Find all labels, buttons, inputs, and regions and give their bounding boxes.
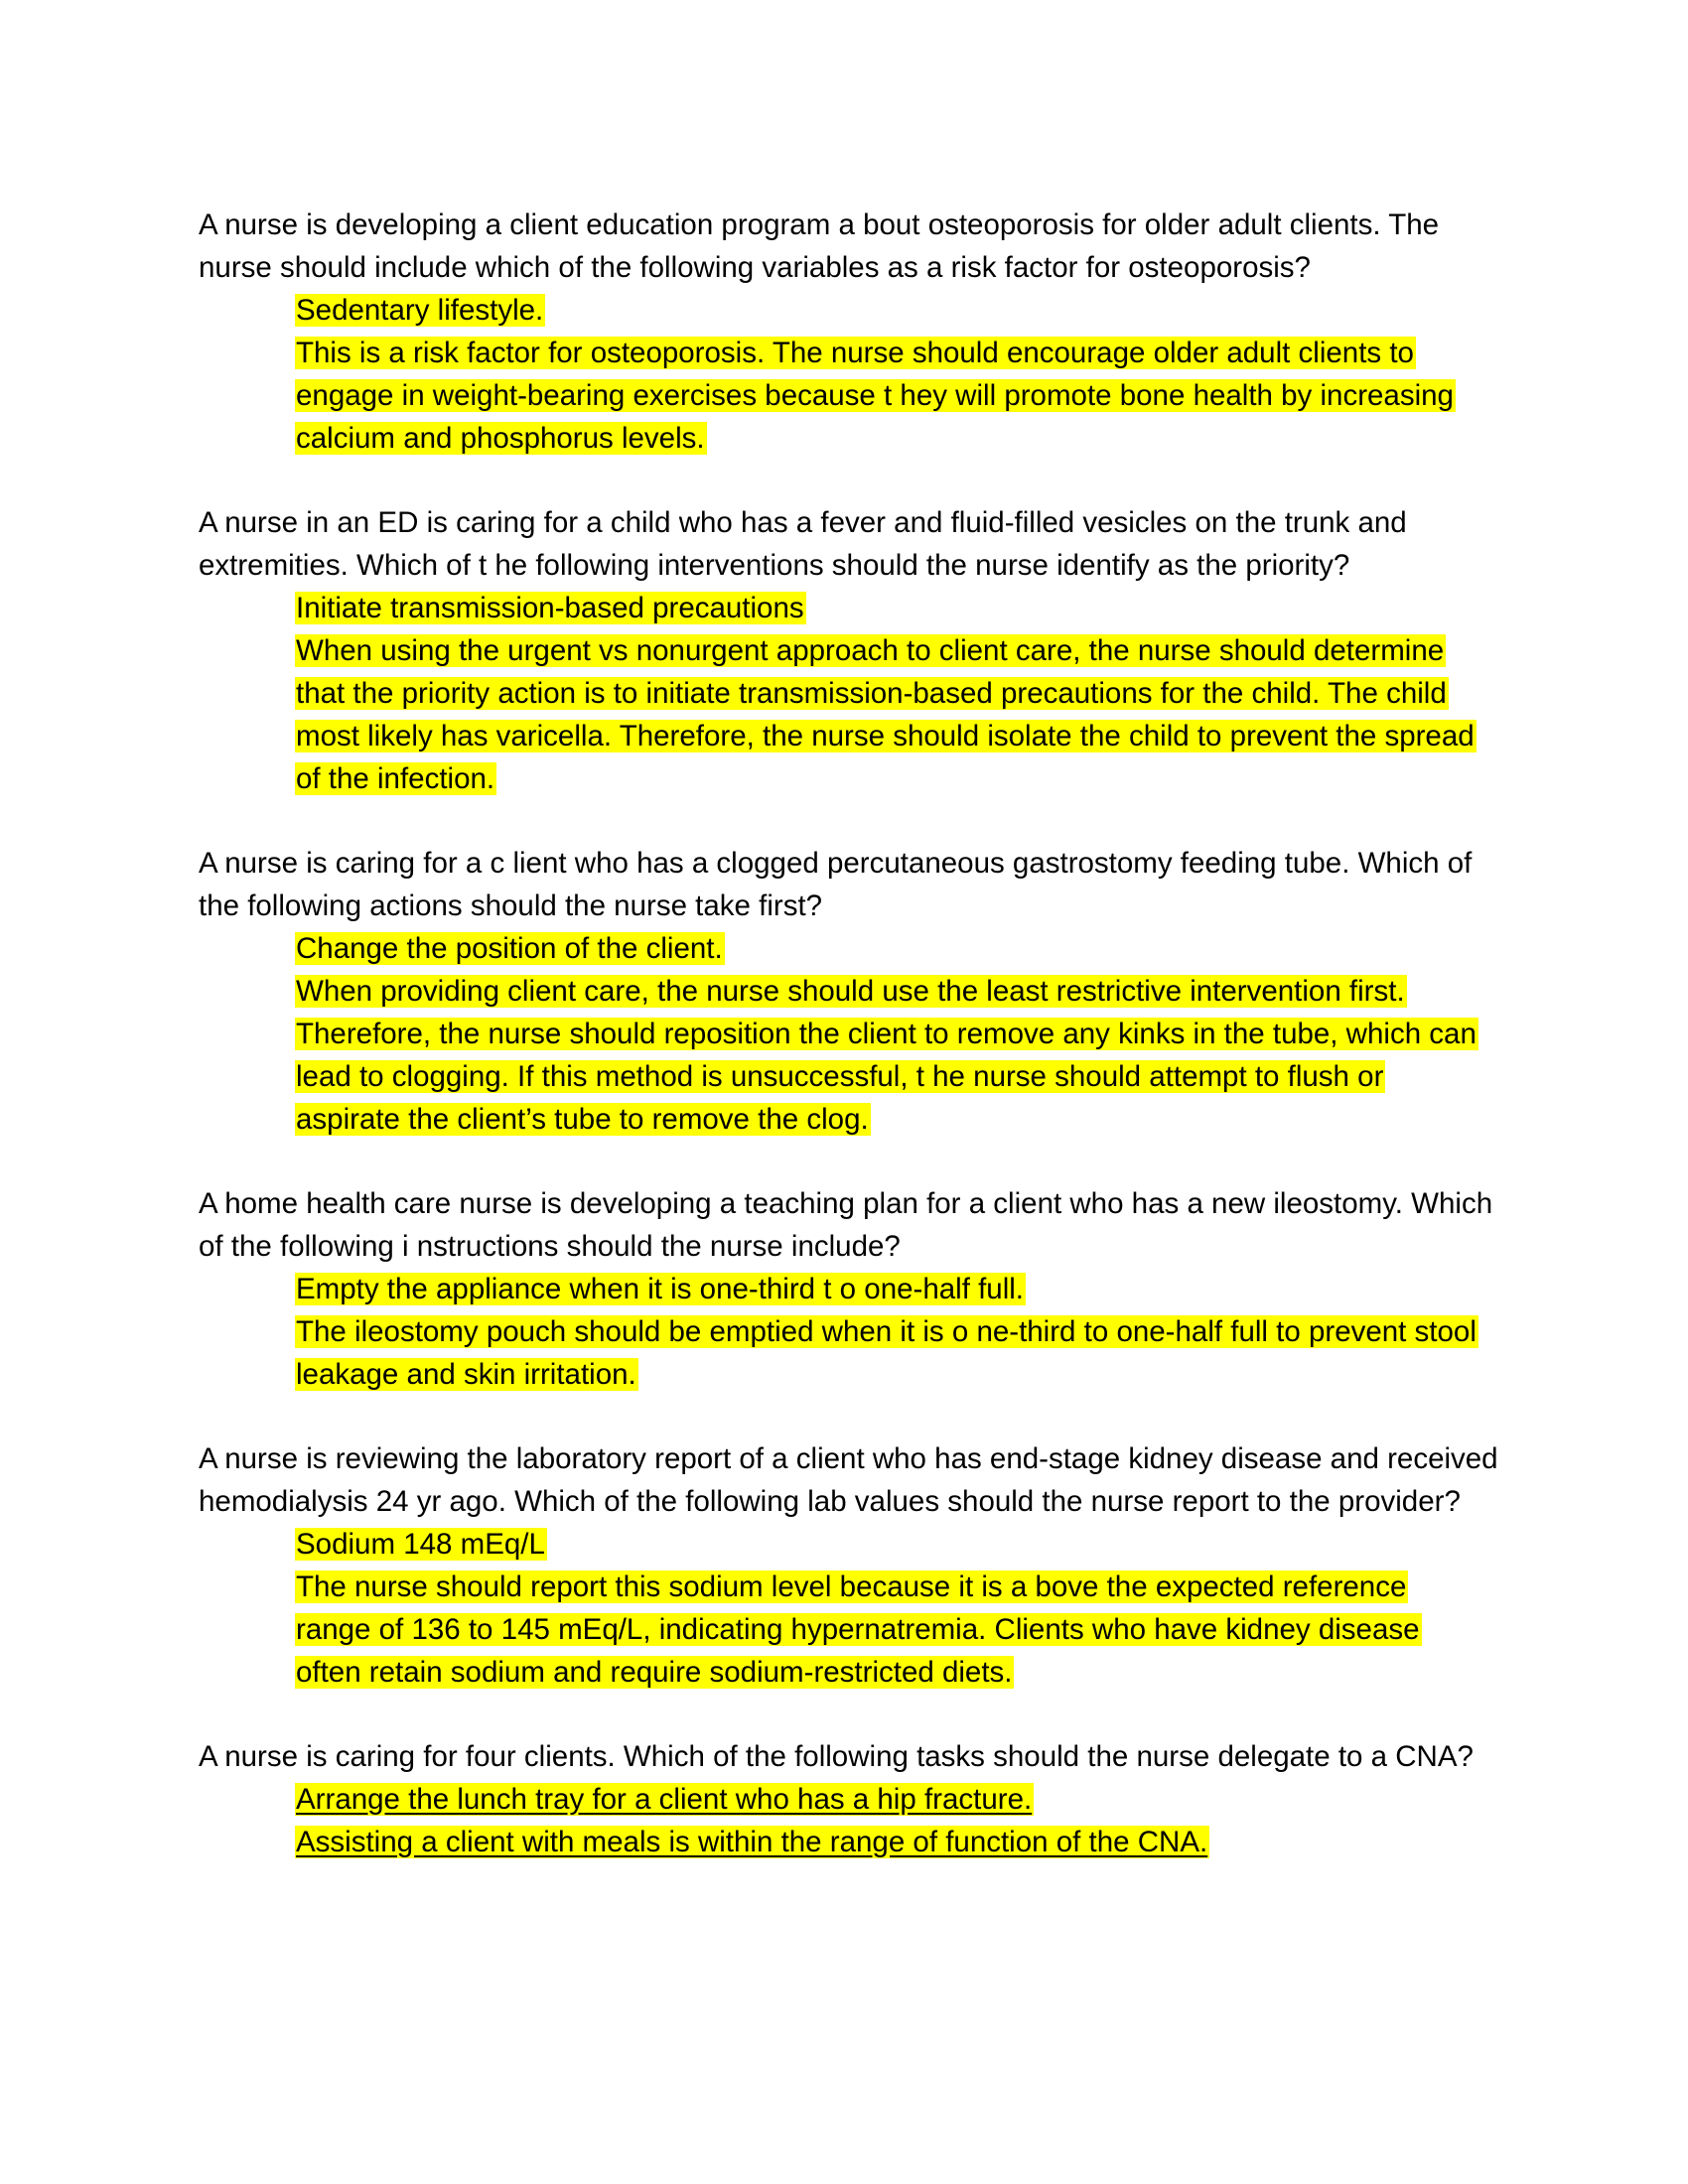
rationale-text: When providing client care, the nurse should use the least restrictive intervention first. Therefore, the nurse should reposition the client to remove any kinks in the tube, which can lead to clogging. If this method is unsuccessful, t he nurse should attempt to flush or aspirate the client’s tube to remove the clog. bbox=[296, 975, 1477, 1136]
answer-block bbox=[295, 927, 1486, 1141]
answer-text: Change the position of the client. bbox=[296, 932, 723, 965]
answer-block bbox=[295, 1778, 1486, 1863]
question-text: A home health care nurse is developing a teaching plan for a client who has a new ileostomy. Which of the following i nstructions should the nurse include? bbox=[199, 1187, 1493, 1263]
answer-block bbox=[295, 289, 1486, 460]
question-item bbox=[199, 1182, 1499, 1396]
rationale-text: When using the urgent vs nonurgent approach to client care, the nurse should determine that the priority action is to initiate transmission-based precautions for the child. The child most likely has varicella. Therefore, the nurse should isolate the child to prevent the spread of the infection. bbox=[296, 634, 1475, 795]
rationale-text: The ileostomy pouch should be emptied when it is o ne-third to one-half full to prevent stool leakage and skin irritation. bbox=[296, 1315, 1477, 1391]
question-item bbox=[199, 842, 1499, 1141]
answer-text: Initiate transmission-based precautions bbox=[296, 592, 804, 624]
question-text: A nurse is caring for four clients. Which of the following tasks should the nurse delegate to a CNA? bbox=[199, 1740, 1474, 1773]
answer-block bbox=[295, 1268, 1486, 1396]
answer-text: Empty the appliance when it is one-third t o one-half full. bbox=[296, 1273, 1024, 1305]
answer-text: Arrange the lunch tray for a client who has a hip fracture. bbox=[296, 1783, 1033, 1816]
question-item bbox=[199, 1437, 1499, 1694]
answer-block bbox=[295, 587, 1486, 800]
answer-text: Sedentary lifestyle. bbox=[296, 294, 544, 327]
answer-text: Sodium 148 mEq/L bbox=[296, 1528, 545, 1561]
question-text: A nurse in an ED is caring for a child who has a fever and fluid-filled vesicles on the trunk and extremities. Which of t he following interventions should the nurse identify as the priority? bbox=[199, 506, 1407, 582]
rationale-text: Assisting a client with meals is within the range of function of the CNA. bbox=[296, 1826, 1208, 1858]
question-item bbox=[199, 1735, 1499, 1863]
answer-block bbox=[295, 1523, 1486, 1694]
question-item bbox=[199, 501, 1499, 800]
rationale-text: The nurse should report this sodium level because it is a bove the expected reference range of 136 to 145 mEq/L, indicating hypernatremia. Clients who have kidney disease often retain sodium and require sodium-restricted diets. bbox=[296, 1570, 1420, 1689]
question-item bbox=[199, 204, 1499, 460]
document-content bbox=[199, 204, 1499, 1905]
rationale-text: This is a risk factor for osteoporosis. The nurse should encourage older adult clients to engage in weight-bearing exercises because t hey will promote bone health by increasing calcium and phosphorus levels. bbox=[296, 337, 1454, 455]
question-text: A nurse is caring for a c lient who has a clogged percutaneous gastrostomy feeding tube. Which of the following actions should the nurse take first? bbox=[199, 847, 1473, 922]
question-text: A nurse is reviewing the laboratory report of a client who has end-stage kidney disease and received hemodialysis 24 yr ago. Which of the following lab values should the nurse report to the provider? bbox=[199, 1442, 1498, 1518]
question-text: A nurse is developing a client education program a bout osteoporosis for older adult clients. The nurse should include which of the following variables as a risk factor for osteoporosis? bbox=[199, 208, 1440, 284]
